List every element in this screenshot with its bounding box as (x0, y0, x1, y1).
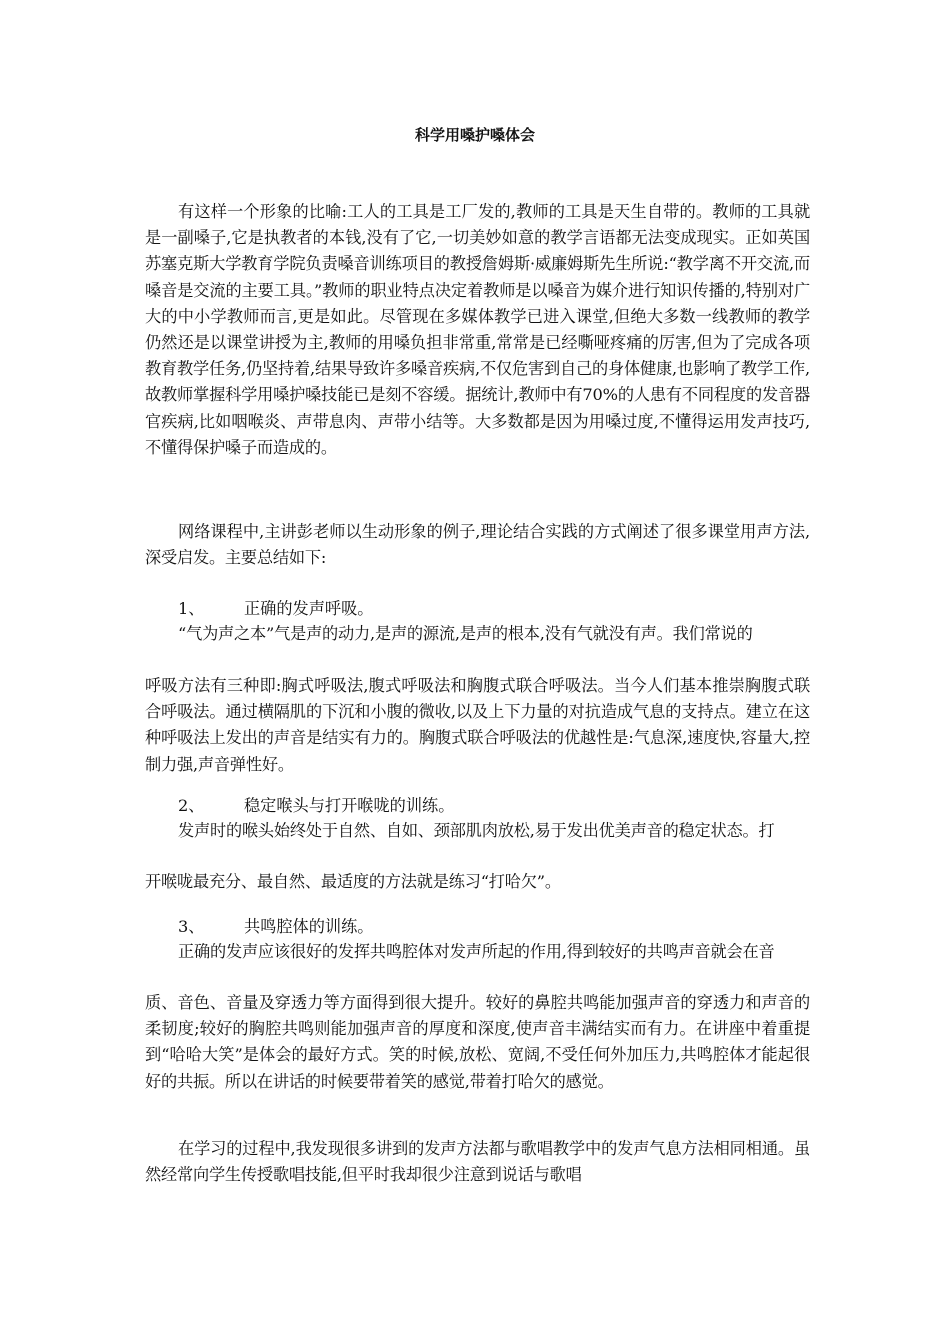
section-1-title: 正确的发声呼吸。 (244, 599, 374, 618)
section-2-first-line: 发声时的喉头始终处于自然、自如、颈部肌肉放松,易于发出优美声音的稳定状态。打 (178, 821, 775, 840)
section-2-heading (178, 793, 454, 819)
section-3-number: 3、 (178, 917, 205, 936)
section-2-title: 稳定喉头与打开喉咙的训练。 (244, 796, 455, 815)
section-3-body: 质、音色、音量及穿透力等方面得到很大提升。较好的鼻腔共鸣能加强声音的穿透力和声音的柔韧度;较好的胸腔共鸣则能加强声音的厚度和深度,使声音丰满结实而有力。在讲座中着重提到“哈哈大笑”是体会的最好方式。笑的时候,放松、宽阔,不受任何外加压力,共鸣腔体才能起很好的共振。所以在讲话的时候要带着笑的感觉,带着打哈欠的感觉。 (145, 993, 810, 1091)
section-1-body: 呼吸方法有三种即:胸式呼吸法,腹式呼吸法和胸腹式联合呼吸法。当今人们基本推崇胸腹式联合呼吸法。通过横隔肌的下沉和小腹的微收,以及上下力量的对抗造成气息的支持点。建立在这种呼吸法上发出的声音是结实有力的。胸腹式联合呼吸法的优越性是:气息深,速度快,容量大,控制力强,声音弹性好。 (145, 676, 810, 774)
paragraph-intro: 有这样一个形象的比喻:工人的工具是工厂发的,教师的工具是天生自带的。教师的工具就是一副嗓子,它是执教者的本钱,没有了它,一切美妙如意的教学言语都无法变成现实。正如英国苏塞克斯大学教育学院负责嗓音训练项目的教授詹姆斯·威廉姆斯先生所说:“教学离不开交流,而嗓音是交流的主要工具。”教师的职业特点决定着教师是以嗓音为媒介进行知识传播的,特别对广大的中小学教师而言,更是如此。尽管现在多媒体教学已进入课堂,但绝大多数一线教师的教学仍然还是以课堂讲授为主,教师的用嗓负担非常重,常常是已经嘶哑疼痛的厉害,但为了完成各项教育教学任务,仍坚持着,结果导致许多嗓音疾病,不仅危害到自己的身体健康,也影响了教学工作,故教师掌握科学用嗓护嗓技能已是刻不容缓。据统计,教师中有70%的人患有不同程度的发音器官疾病,比如咽喉炎、声带息肉、声带小结等。大多数都是因为用嗓过度,不懂得运用发声技巧,不懂得保护嗓子而造成的。 (145, 202, 810, 457)
section-3-first-line: 正确的发声应该很好的发挥共鸣腔体对发声所起的作用,得到较好的共鸣声音就会在音 (178, 942, 775, 961)
section-2-number: 2、 (178, 796, 205, 815)
section-3-heading (178, 914, 374, 940)
section-3-title: 共鸣腔体的训练。 (244, 917, 374, 936)
document-title: 科学用嗓护嗓体会 (414, 126, 535, 144)
paragraph-course-summary: 网络课程中,主讲彭老师以生动形象的例子,理论结合实践的方式阐述了很多课堂用声方法,深受启发。主要总结如下: (145, 522, 810, 568)
section-1-first-line: “气为声之本”气是声的动力,是声的源流,是声的根本,没有气就没有声。我们常说的 (178, 624, 753, 643)
paragraph-reflection: 在学习的过程中,我发现很多讲到的发声方法都与歌唱教学中的发声气息方法相同相通。虽然经常向学生传授歌唱技能,但平时我却很少注意到说话与歌唱 (145, 1139, 810, 1185)
section-1-heading (178, 596, 374, 622)
section-2-body: 开喉咙最充分、最自然、最适度的方法就是练习“打哈欠”。 (145, 872, 561, 891)
section-1-number: 1、 (178, 599, 205, 618)
